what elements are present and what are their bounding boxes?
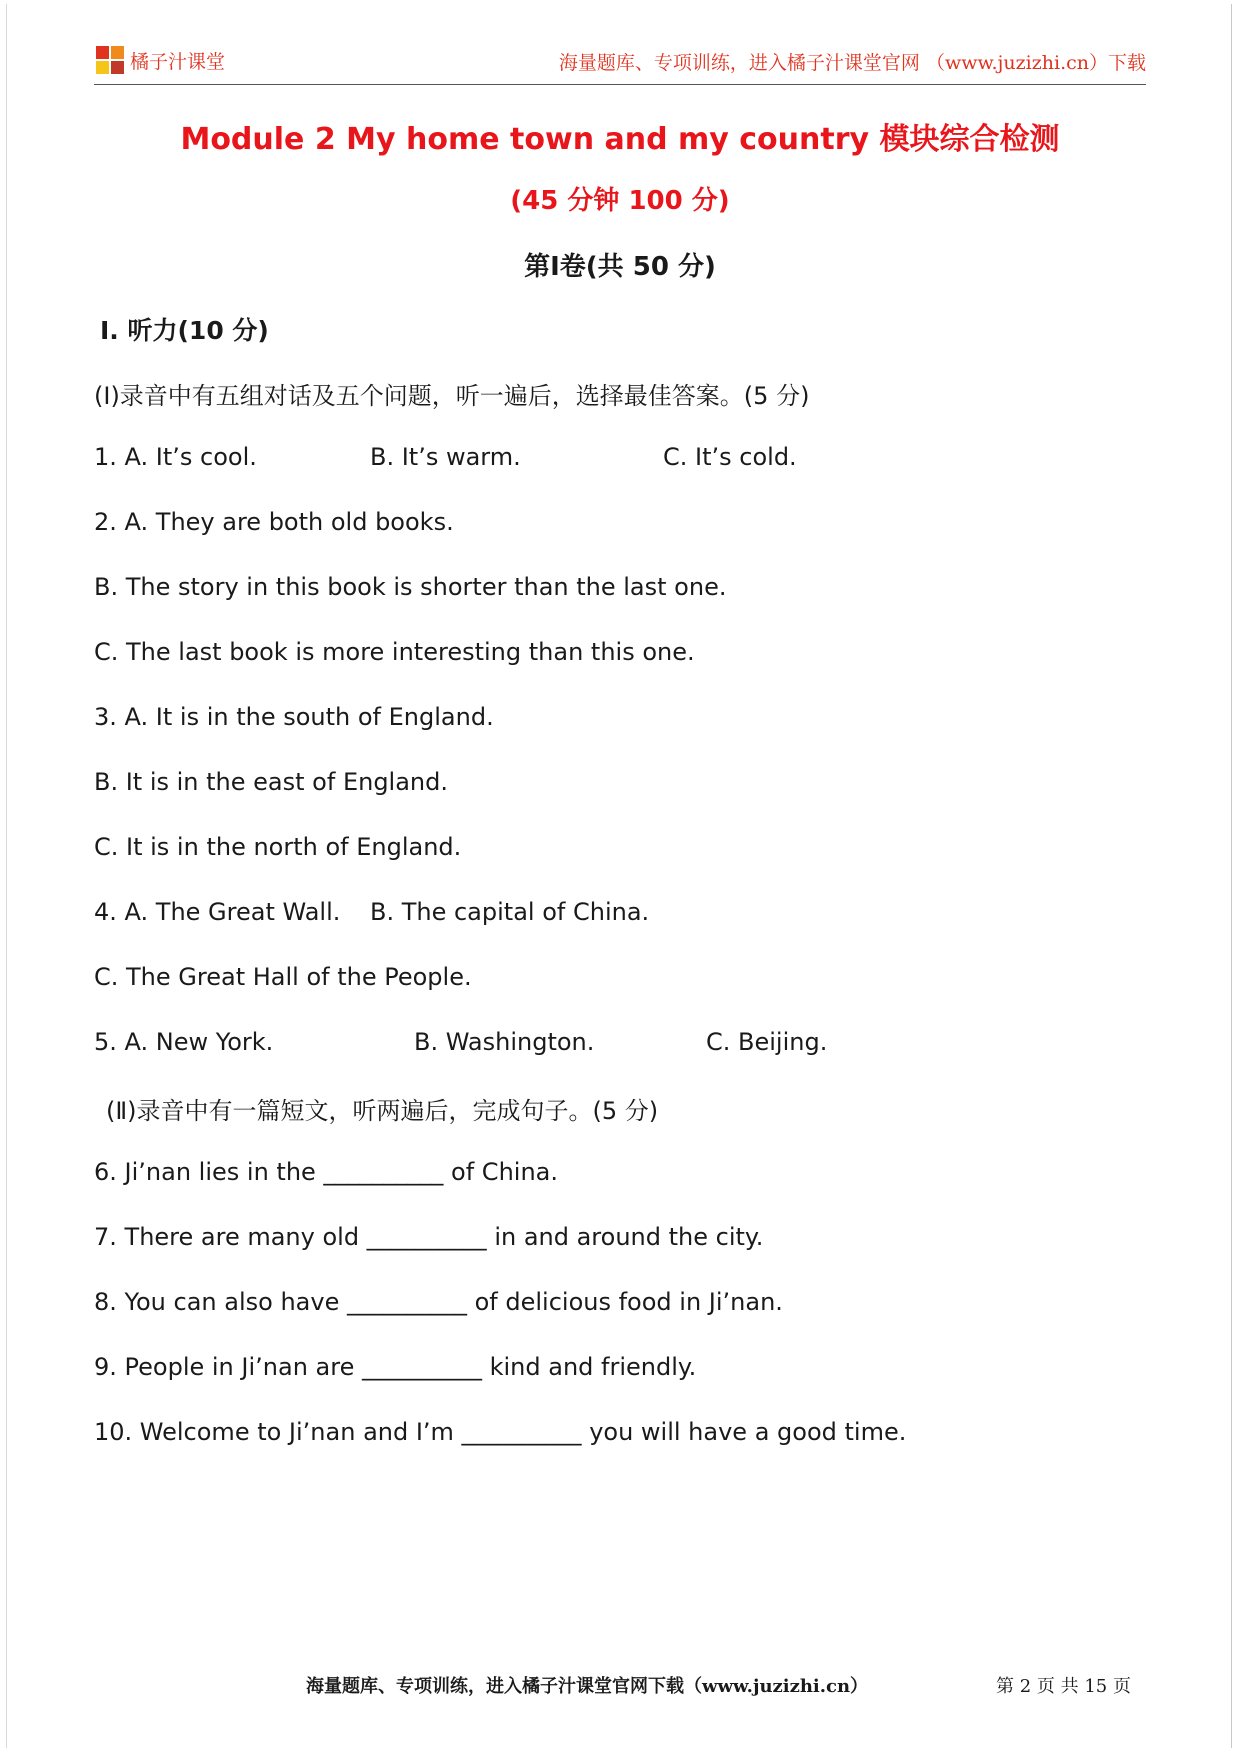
instruction-part1: (Ⅰ)录音中有五组对话及五个问题，听一遍后，选择最佳答案。(5 分) (94, 382, 810, 410)
section-title: 第Ⅰ卷(共 50 分) (524, 252, 716, 282)
instruction-part2: (Ⅱ)录音中有一篇短文，听两遍后，完成句子。(5 分) (106, 1097, 659, 1125)
q7-sentence: 7. There are many old __________ in and around the city. (94, 1223, 764, 1251)
q2-option-b: B. The story in this book is shorter than the last one. (94, 573, 727, 601)
q5-option-c: C. Beijing. (706, 1028, 828, 1056)
q3-option-a: 3. A. It is in the south of England. (94, 703, 494, 731)
q6-sentence: 6. Ji’nan lies in the __________ of China. (94, 1158, 558, 1186)
q4-option-a: 4. A. The Great Wall. (94, 898, 341, 926)
q1-option-c: C. It’s cold. (663, 443, 797, 471)
header-divider (94, 84, 1146, 85)
q4-option-c: C. The Great Hall of the People. (94, 963, 472, 991)
q2-option-c: C. The last book is more interesting than this one. (94, 638, 695, 666)
logo-icon (96, 46, 124, 74)
exam-duration: (45 分钟 100 分) (510, 186, 730, 216)
q3-option-b: B. It is in the east of England. (94, 768, 448, 796)
q8-sentence: 8. You can also have __________ of delicious food in Ji’nan. (94, 1288, 783, 1316)
q10-sentence: 10. Welcome to Ji’nan and I’m __________ you will have a good time. (94, 1418, 907, 1446)
q1-option-a: 1. A. It’s cool. (94, 443, 257, 471)
page-number: 第 2 页 共 15 页 (996, 1676, 1131, 1697)
page-title: Module 2 My home town and my country 模块综合检测 (180, 122, 1060, 157)
logo-text: 橘子汁课堂 (130, 50, 226, 73)
q2-option-a: 2. A. They are both old books. (94, 508, 454, 536)
q3-option-c: C. It is in the north of England. (94, 833, 462, 861)
q1-option-b: B. It’s warm. (370, 443, 521, 471)
q9-sentence: 9. People in Ji’nan are __________ kind and friendly. (94, 1353, 697, 1381)
q5-option-b: B. Washington. (414, 1028, 595, 1056)
brand-logo[interactable] (96, 44, 225, 76)
q5-option-a: 5. A. New York. (94, 1028, 274, 1056)
part-heading: Ⅰ. 听力(10 分) (100, 316, 269, 345)
footer-slogan: 海量题库、专项训练，进入橘子汁课堂官网下载（www.juzizhi.cn） (306, 1676, 869, 1697)
header-slogan: 海量题库、专项训练，进入橘子汁课堂官网 （www.juzizhi.cn）下载 (558, 52, 1146, 74)
q4-option-b: B. The capital of China. (370, 898, 650, 926)
